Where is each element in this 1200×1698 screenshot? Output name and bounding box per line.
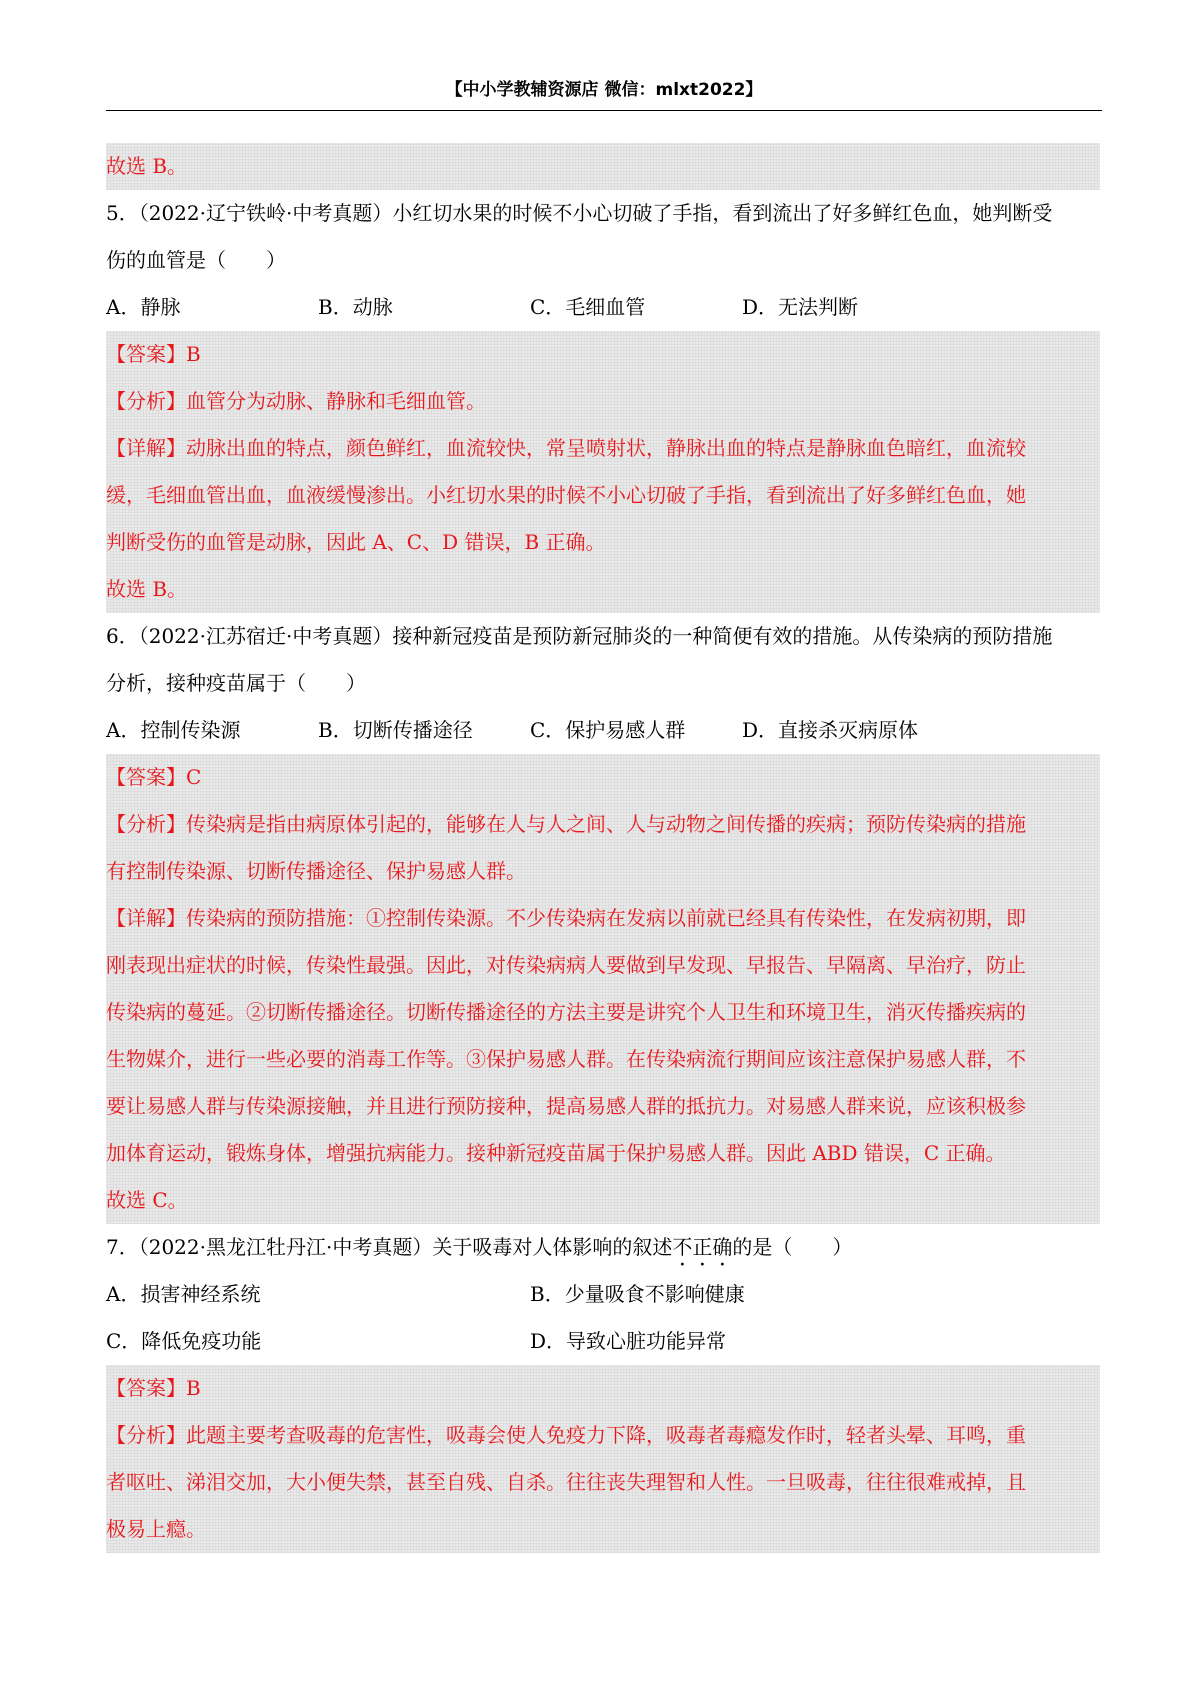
- detail-text: 【详解】动脉出血的特点，颜色鲜红，血流较快，常呈喷射状，静脉出血的特点是静脉血色暗红，血流较: [106, 436, 1026, 460]
- analysis-text: 有控制传染源、切断传播途径、保护易感人群。: [106, 859, 526, 883]
- analysis-text: 【分析】此题主要考查吸毒的危害性，吸毒会使人免疫力下降，吸毒者毒瘾发作时，轻者头晕、耳鸣，重: [106, 1423, 1026, 1447]
- option-c: C．保护易感人群: [530, 718, 686, 742]
- emphasized-char: 正: [692, 1235, 713, 1259]
- page-header: 【中小学教辅资源店 微信：mlxt2022】: [445, 80, 763, 100]
- detail-text: 缓，毛细血管出血，血液缓慢渗出。小红切水果的时候不小心切破了手指，看到流出了好多鲜红色血，她: [106, 483, 1026, 507]
- option-d: D．无法判断: [742, 295, 859, 319]
- conclusion-text: 故选 C。: [106, 1188, 188, 1212]
- detail-text: 加体育运动，锻炼身体，增强抗病能力。接种新冠疫苗属于保护易感人群。因此 ABD 错误，C 正确。: [106, 1141, 1006, 1165]
- analysis-text: 【分析】传染病是指由病原体引起的，能够在人与人之间、人与动物之间传播的疾病；预防传染病的措施: [106, 812, 1026, 836]
- stem-part: 的是（ ）: [732, 1235, 853, 1259]
- option-b: B．少量吸食不影响健康: [530, 1282, 745, 1306]
- option-c: C．降低免疫功能: [106, 1329, 262, 1353]
- question-stem: 伤的血管是（ ）: [106, 248, 286, 272]
- detail-text: 判断受伤的血管是动脉，因此 A、C、D 错误，B 正确。: [106, 530, 606, 554]
- conclusion-text: 故选 B。: [106, 154, 188, 178]
- question-6: [106, 613, 1100, 754]
- option-a: A．静脉: [106, 295, 181, 319]
- answer-block-q7: [106, 1365, 1100, 1553]
- detail-text: 刚表现出症状的时候，传染性最强。因此，对传染病病人要做到早发现、早报告、早隔离、早治疗，防止: [106, 953, 1026, 977]
- option-a: A．损害神经系统: [106, 1282, 261, 1306]
- options-row: [106, 284, 1100, 331]
- detail-text: 【详解】传染病的预防措施：①控制传染源。不少传染病在发病以前就已经具有传染性，在发病初期，即: [106, 906, 1026, 930]
- emphasized-char: 不: [672, 1235, 693, 1259]
- question-stem: 6．（2022·江苏宿迁·中考真题）接种新冠疫苗是预防新冠肺炎的一种简便有效的措施。从传染病的预防措施: [106, 624, 1053, 648]
- question-stem: [106, 1224, 1100, 1271]
- options-row: [106, 1271, 1100, 1318]
- analysis-text: 【分析】血管分为动脉、静脉和毛细血管。: [106, 389, 486, 413]
- emphasized-char: 确: [712, 1235, 733, 1259]
- detail-text: 生物媒介，进行一些必要的消毒工作等。③保护易感人群。在传染病流行期间应该注意保护易感人群，不: [106, 1047, 1026, 1071]
- question-7: [106, 1224, 1100, 1365]
- answer-block-prev: [106, 143, 1100, 190]
- question-stem: 分析，接种疫苗属于（ ）: [106, 671, 366, 695]
- detail-text: 要让易感人群与传染源接触，并且进行预防接种，提高易感人群的抵抗力。对易感人群来说，应该积极参: [106, 1094, 1026, 1118]
- answer-text: 【答案】C: [106, 765, 202, 789]
- answer-text: 【答案】B: [106, 342, 201, 366]
- question-stem: 5．（2022·辽宁铁岭·中考真题）小红切水果的时候不小心切破了手指，看到流出了好多鲜红色血，她判断受: [106, 201, 1053, 225]
- options-row: [106, 707, 1100, 754]
- option-b: B．动脉: [318, 295, 393, 319]
- answer-text: 【答案】B: [106, 1376, 201, 1400]
- option-b: B．切断传播途径: [318, 718, 473, 742]
- document-body: [106, 143, 1100, 1553]
- analysis-text: 极易上瘾。: [106, 1517, 206, 1541]
- conclusion-text: 故选 B。: [106, 577, 188, 601]
- option-d: D．直接杀灭病原体: [742, 718, 919, 742]
- detail-text: 传染病的蔓延。②切断传播途径。切断传播途径的方法主要是讲究个人卫生和环境卫生，消灭传播疾病的: [106, 1000, 1026, 1024]
- stem-part: 7．（2022·黑龙江牡丹江·中考真题）关于吸毒对人体影响的叙述: [106, 1235, 673, 1259]
- header-divider: [106, 110, 1102, 111]
- option-d: D．导致心脏功能异常: [530, 1329, 727, 1353]
- option-a: A．控制传染源: [106, 718, 241, 742]
- answer-block-q6: [106, 754, 1100, 1224]
- answer-block-q5: [106, 331, 1100, 613]
- options-row: [106, 1318, 1100, 1365]
- analysis-text: 者呕吐、涕泪交加，大小便失禁，甚至自残、自杀。往往丧失理智和人性。一旦吸毒，往往很难戒掉，且: [106, 1470, 1026, 1494]
- option-c: C．毛细血管: [530, 295, 646, 319]
- question-5: [106, 190, 1100, 331]
